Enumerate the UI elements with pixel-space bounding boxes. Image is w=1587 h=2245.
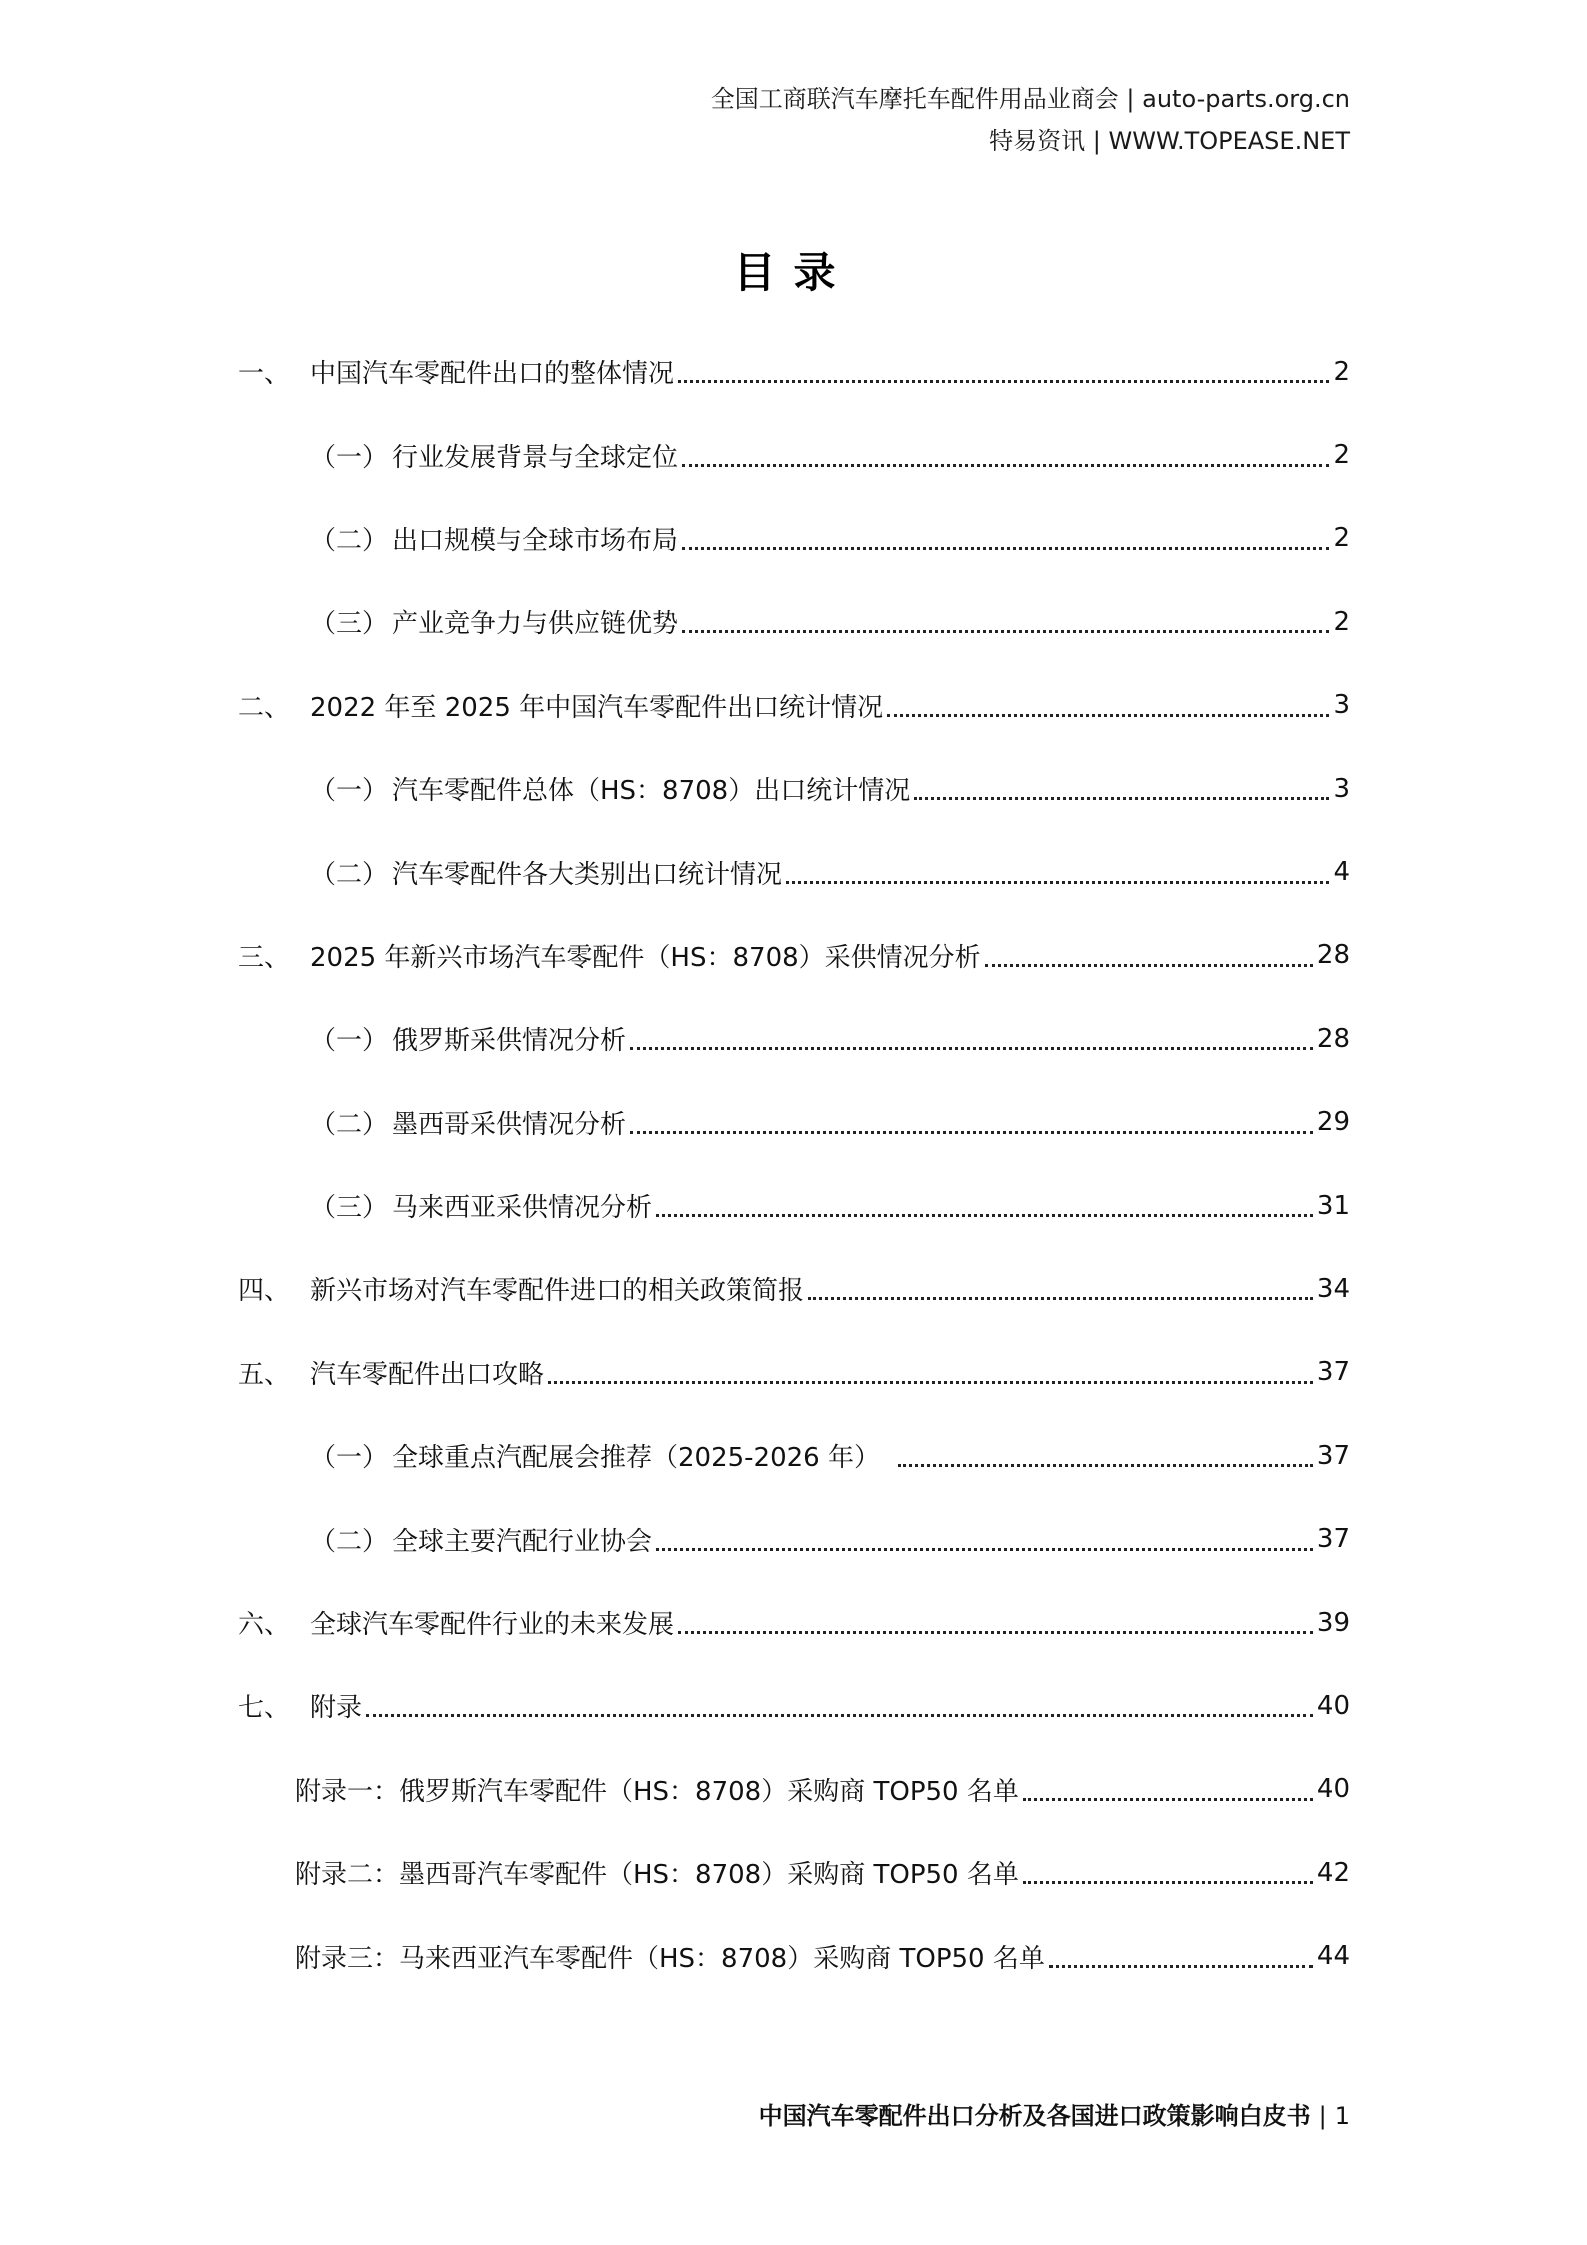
toc-entry-text: 产业竞争力与供应链优势	[392, 609, 679, 640]
toc-entry[interactable]	[238, 330, 1350, 413]
toc-entry[interactable]	[238, 664, 1350, 747]
toc-entry-text: 俄罗斯采供情况分析	[392, 1026, 627, 1057]
toc-entry-text: 全球汽车零配件行业的未来发展	[310, 1610, 675, 1641]
toc-entry-appendix[interactable]	[238, 1748, 1350, 1831]
toc-entry-page: 44	[1316, 1941, 1350, 1972]
toc-entry-page: 28	[1316, 940, 1350, 971]
toc-entry-text: 2025 年新兴市场汽车零配件（HS：8708）采供情况分析	[310, 942, 981, 973]
header-topease-line: 特易资讯 | WWW.TOPEASE.NET	[989, 127, 1350, 155]
toc-entry-page: 2	[1333, 523, 1350, 554]
dot-leader	[630, 1131, 1313, 1134]
toc-entry-page: 2	[1333, 606, 1350, 637]
dot-leader	[1049, 1965, 1313, 1968]
page-footer	[759, 2096, 1350, 2131]
dot-leader	[985, 964, 1313, 967]
toc-entry-number: （一）	[310, 1443, 389, 1474]
dot-leader	[656, 1548, 1313, 1551]
toc-entry[interactable]	[238, 1247, 1350, 1330]
toc-entry-number: （二）	[310, 525, 389, 556]
toc-entry-page: 37	[1316, 1440, 1350, 1471]
dot-leader	[1023, 1881, 1313, 1884]
toc-entry[interactable]	[238, 413, 1350, 496]
toc-entry-number: （二）	[310, 1109, 389, 1140]
dot-leader	[656, 1214, 1313, 1217]
toc-entry-page: 29	[1316, 1107, 1350, 1138]
toc-entry-text: 汽车零配件各大类别出口统计情况	[392, 859, 783, 890]
dot-leader	[808, 1297, 1313, 1300]
toc-entry-page: 4	[1333, 857, 1350, 888]
dot-leader	[678, 1631, 1313, 1634]
dot-leader	[630, 1047, 1313, 1050]
toc-entry-appendix[interactable]	[238, 1831, 1350, 1914]
dot-leader	[887, 714, 1329, 717]
dot-leader	[366, 1714, 1313, 1717]
toc-entry[interactable]	[238, 580, 1350, 663]
toc-entry-text: 汽车零配件总体（HS：8708）出口统计情况	[392, 776, 911, 807]
toc-entry[interactable]	[238, 747, 1350, 830]
toc-entry-page: 31	[1316, 1190, 1350, 1221]
page-header	[711, 78, 1350, 162]
toc-entry-text: 马来西亚采供情况分析	[392, 1193, 653, 1224]
toc-entry-number: （三）	[310, 609, 389, 640]
footer-page-number: 1	[1334, 2102, 1350, 2130]
toc-entry-text: 行业发展背景与全球定位	[392, 442, 679, 473]
toc-entry-text: 中国汽车零配件出口的整体情况	[310, 359, 675, 390]
toc-entry-number: 一、	[238, 359, 291, 390]
footer-document-title: 中国汽车零配件出口分析及各国进口政策影响白皮书	[758, 2102, 1311, 2130]
toc-title: 目录	[733, 248, 854, 297]
footer-separator: |	[1318, 2102, 1327, 2130]
toc-entry-number: 六、	[238, 1610, 291, 1641]
toc-entry-text: 2022 年至 2025 年中国汽车零配件出口统计情况	[310, 692, 884, 723]
toc-entry[interactable]	[238, 1664, 1350, 1747]
toc-entry-number: 七、	[238, 1693, 291, 1724]
dot-leader	[786, 881, 1329, 884]
toc-entry-appendix[interactable]	[238, 1914, 1350, 1997]
toc-entry-text: 附录	[310, 1693, 363, 1724]
toc-entry[interactable]	[238, 497, 1350, 580]
toc-entry-text: 出口规模与全球市场布局	[392, 525, 679, 556]
toc-entry-text: 附录一：俄罗斯汽车零配件（HS：8708）采购商 TOP50 名单	[295, 1776, 1019, 1807]
toc-entry-page: 3	[1333, 773, 1350, 804]
dot-leader	[548, 1381, 1313, 1384]
toc-entry-text: 全球主要汽配行业协会	[392, 1526, 653, 1557]
toc-entry[interactable]	[238, 997, 1350, 1080]
toc-entry-text: 附录三：马来西亚汽车零配件（HS：8708）采购商 TOP50 名单	[295, 1943, 1045, 1974]
toc-entry-number: （二）	[310, 1526, 389, 1557]
toc-entry-number: （一）	[310, 442, 389, 473]
dot-leader	[678, 380, 1329, 383]
toc-entry-page: 40	[1316, 1690, 1350, 1721]
toc-entry-page: 42	[1316, 1857, 1350, 1888]
toc-entry-page: 3	[1333, 690, 1350, 721]
toc-entry-text: 新兴市场对汽车零配件进口的相关政策简报	[310, 1276, 805, 1307]
toc-entry[interactable]	[238, 1497, 1350, 1580]
toc-entry[interactable]	[238, 1164, 1350, 1247]
toc-entry-text: 全球重点汽配展会推荐（2025-2026 年）	[392, 1443, 880, 1474]
toc-entry[interactable]	[238, 830, 1350, 913]
toc-entry-text: 汽车零配件出口攻略	[310, 1359, 545, 1390]
toc-entry[interactable]	[238, 1581, 1350, 1664]
toc-entry-number: （一）	[310, 776, 389, 807]
dot-leader	[682, 547, 1329, 550]
toc-entry-page: 34	[1316, 1273, 1350, 1304]
dot-leader	[682, 464, 1329, 467]
toc-entry[interactable]	[238, 1081, 1350, 1164]
toc-entry-text: 墨西哥采供情况分析	[392, 1109, 627, 1140]
dot-leader	[898, 1464, 1313, 1467]
toc-entry[interactable]	[238, 1331, 1350, 1414]
toc-entry-number: 五、	[238, 1359, 291, 1390]
toc-entry-number: 三、	[238, 942, 291, 973]
toc-entry-number: （三）	[310, 1193, 389, 1224]
toc-entry-page: 2	[1333, 356, 1350, 387]
toc-entry-number: 二、	[238, 692, 291, 723]
toc-entry-page: 2	[1333, 440, 1350, 471]
toc-entry-number: 四、	[238, 1276, 291, 1307]
table-of-contents	[238, 330, 1350, 1998]
toc-entry[interactable]	[238, 914, 1350, 997]
toc-entry-page: 39	[1316, 1607, 1350, 1638]
toc-entry-page: 37	[1316, 1357, 1350, 1388]
toc-entry[interactable]	[238, 1414, 1350, 1497]
dot-leader	[914, 797, 1329, 800]
toc-entry-text: 附录二：墨西哥汽车零配件（HS：8708）采购商 TOP50 名单	[295, 1860, 1019, 1891]
toc-entry-page: 28	[1316, 1023, 1350, 1054]
toc-entry-number: （一）	[310, 1026, 389, 1057]
toc-entry-page: 37	[1316, 1524, 1350, 1555]
dot-leader	[682, 630, 1329, 633]
header-association-line: 全国工商联汽车摩托车配件用品业商会 | auto-parts.org.cn	[710, 85, 1350, 113]
dot-leader	[1023, 1798, 1313, 1801]
toc-entry-page: 40	[1316, 1774, 1350, 1805]
toc-entry-number: （二）	[310, 859, 389, 890]
